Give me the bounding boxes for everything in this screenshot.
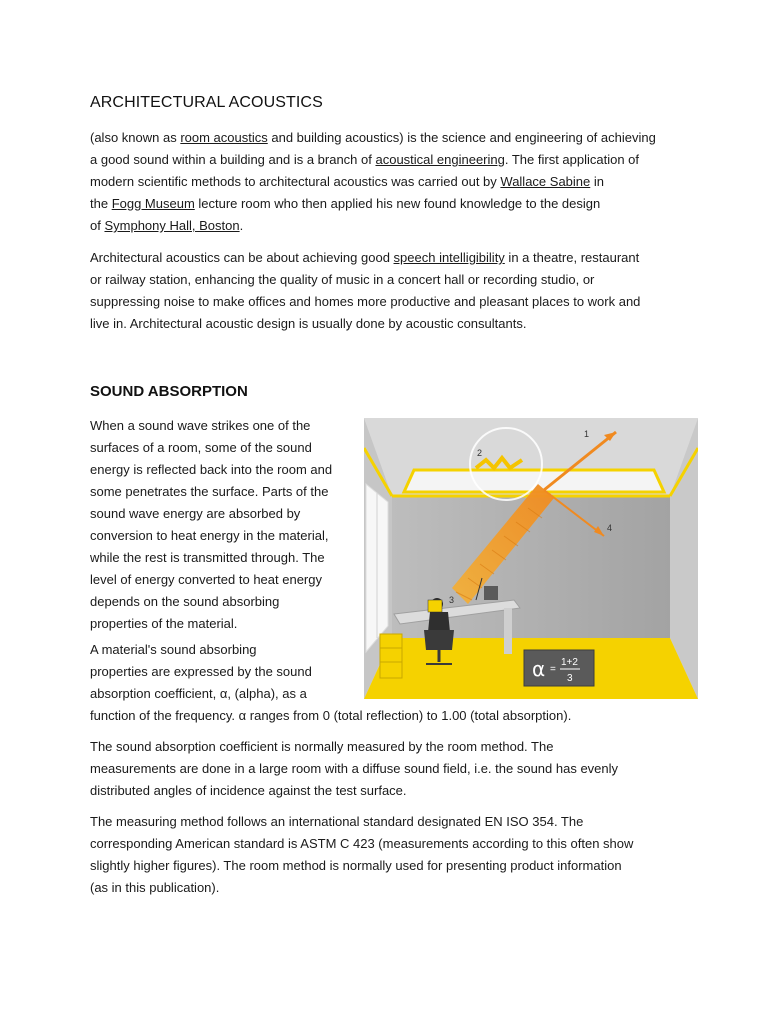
text-line: measurements are done in a large room with a diffuse sound field, i.e. the sound has evenly: [90, 761, 619, 776]
text-line: energy is reflected back into the room and: [90, 462, 333, 477]
link-acoustical-engineering[interactable]: acoustical engineering: [375, 152, 505, 167]
link-fogg-museum[interactable]: Fogg Museum: [111, 196, 195, 211]
text-line: live in. Architectural acoustic design is usually done by acoustic consultants.: [90, 316, 527, 331]
text-line: distributed angles of incidence against the test surface.: [90, 783, 407, 798]
label-4: 4: [607, 523, 613, 533]
text-line: a good sound within a building and is a branch of acoustical engineering. The first application of: [90, 152, 640, 167]
person-book: [428, 600, 442, 612]
text-line: conversion to heat energy in the material,: [90, 528, 329, 543]
paragraph-sound-wave: [90, 415, 360, 635]
text-line: The measuring method follows an international standard designated EN ISO 354. The: [90, 814, 584, 829]
text-line: properties are expressed by the sound: [90, 664, 312, 679]
text-line: or railway station, enhancing the quality of music in a concert hall or recording studio, or: [90, 272, 595, 287]
section-heading-sound-absorption: SOUND ABSORPTION: [90, 383, 248, 400]
sound-absorption-illustration: [364, 418, 698, 699]
paragraph-intro: [90, 127, 690, 237]
text-line: The sound absorption coefficient is normally measured by the room method. The: [90, 739, 554, 754]
label-3: 3: [449, 595, 455, 605]
text-line: Architectural acoustics can be about achieving good speech intelligibility in a theatre, restaurant: [90, 250, 640, 265]
label-2: 2: [477, 448, 483, 458]
text-line: (as in this publication).: [90, 880, 220, 895]
text-line: slightly higher figures). The room method is normally used for presenting product information: [90, 858, 622, 873]
text-line: properties of the material.: [90, 616, 238, 631]
text-line: sound wave energy are absorbed by: [90, 506, 301, 521]
desk-cabinet: [380, 634, 402, 678]
text-line: When a sound wave strikes one of the: [90, 418, 311, 433]
formula-equals: =: [550, 664, 556, 675]
text-line: depends on the sound absorbing: [90, 594, 280, 609]
paragraph-measuring-method: [90, 811, 690, 899]
text-line: (also known as room acoustics and building acoustics) is the science and engineering of achieving: [90, 130, 656, 145]
ceiling-panel: [404, 470, 664, 492]
formula-alpha: α: [532, 657, 546, 681]
link-wallace-sabine[interactable]: Wallace Sabine: [500, 174, 591, 189]
link-speech-intelligibility[interactable]: speech intelligibility: [393, 250, 505, 265]
link-symphony-hall[interactable]: Symphony Hall, Boston: [104, 218, 240, 233]
text-line: while the rest is transmitted through. The: [90, 550, 325, 565]
text-line: of Symphony Hall, Boston.: [90, 218, 244, 233]
text-line: function of the frequency. α ranges from 0 (total reflection) to 1.00 (total absorption).: [90, 708, 572, 723]
formula-numerator: 1+2: [561, 657, 578, 668]
monitor: [484, 586, 498, 600]
section-heading-architectural-acoustics: ARCHITECTURAL ACOUSTICS: [90, 94, 323, 111]
text-line: corresponding American standard is ASTM C 423 (measurements according to this often show: [90, 836, 634, 851]
paragraph-architectural-acoustics: [90, 247, 690, 335]
text-line: modern scientific methods to architectural acoustics was carried out by Wallace Sabine in: [90, 174, 604, 189]
paragraph-room-method: [90, 736, 690, 802]
text-line: A material's sound absorbing: [90, 642, 257, 657]
text-line: some penetrates the surface. Parts of the: [90, 484, 329, 499]
person-body: [428, 612, 450, 632]
text-line: surfaces of a room, some of the sound: [90, 440, 312, 455]
desk-leg: [504, 608, 512, 654]
text-line: level of energy converted to heat energy: [90, 572, 322, 587]
office-chair: [424, 630, 454, 650]
text-line: suppressing noise to make offices and homes more productive and pleasant places to work and: [90, 294, 641, 309]
label-1: 1: [584, 429, 590, 439]
text-line: the Fogg Museum lecture room who then applied his new found knowledge to the design: [90, 196, 601, 211]
formula-denominator: 3: [567, 673, 573, 684]
link-room-acoustics[interactable]: room acoustics: [180, 130, 268, 145]
term-architectural-acoustics: Architectural acoustics: [90, 250, 221, 265]
text-line: absorption coefficient, α, (alpha), as a: [90, 686, 307, 701]
